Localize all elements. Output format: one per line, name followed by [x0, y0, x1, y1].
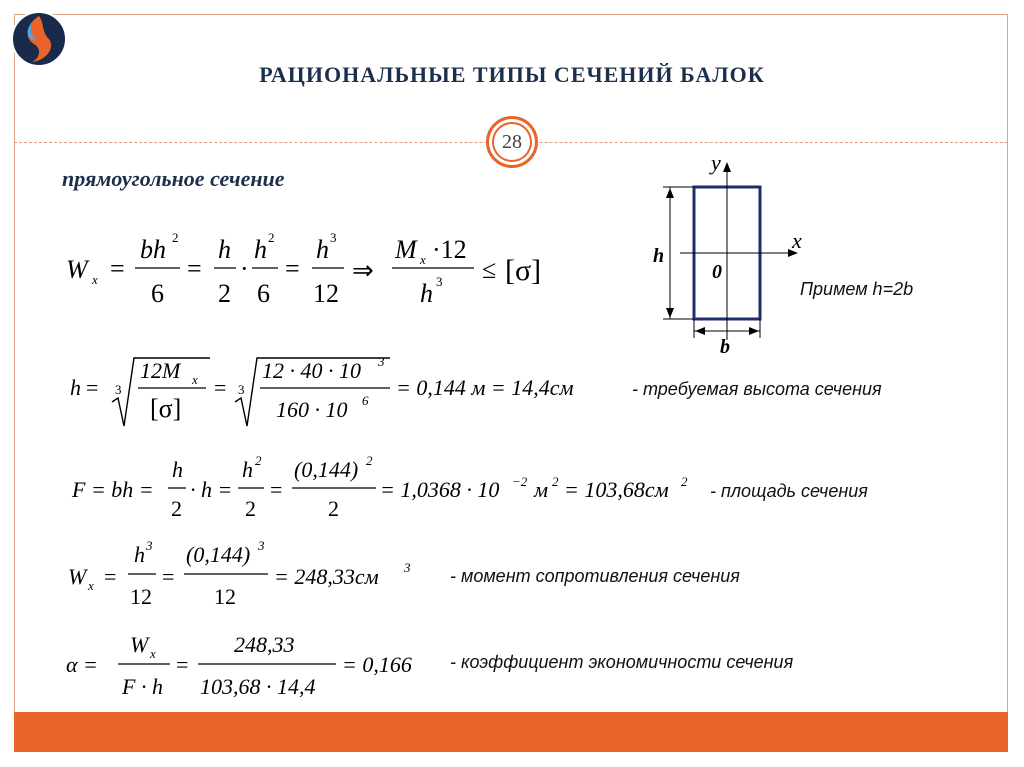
svg-text:= 103,68см: = 103,68см	[564, 477, 669, 502]
svg-text:3: 3	[258, 538, 265, 553]
svg-text:= 248,33см: = 248,33см	[274, 564, 379, 589]
svg-text:x: x	[192, 372, 198, 387]
svg-text:=: =	[162, 564, 175, 589]
svg-text:F = bh =: F = bh =	[72, 477, 154, 502]
svg-text:α =: α =	[66, 652, 98, 677]
section-subtitle: прямоугольное сечение	[62, 166, 285, 191]
svg-text:= 0,144 м = 14,4см: = 0,144 м = 14,4см	[396, 375, 574, 400]
svg-text:6: 6	[362, 393, 369, 408]
svg-text:2: 2	[268, 230, 275, 245]
svg-text:3: 3	[238, 382, 245, 397]
h-label: h	[653, 245, 665, 267]
formula-moment-of-resistance	[68, 538, 740, 609]
svg-text:3: 3	[404, 560, 411, 575]
svg-text:h: h	[70, 375, 81, 400]
svg-text:=: =	[285, 254, 300, 283]
svg-text:[σ]: [σ]	[150, 394, 182, 423]
svg-text:[σ]: [σ]	[505, 254, 542, 287]
svg-text:3: 3	[330, 230, 337, 245]
svg-text:=: =	[86, 375, 99, 400]
svg-text:h: h	[254, 235, 267, 264]
svg-text:6: 6	[151, 279, 164, 308]
svg-text:12: 12	[313, 279, 339, 308]
svg-text:160 · 10: 160 · 10	[276, 397, 348, 422]
svg-text:= 1,0368 · 10: = 1,0368 · 10	[380, 477, 500, 502]
svg-text:F · h: F · h	[122, 674, 163, 699]
formula-area	[71, 453, 868, 521]
svg-text:2: 2	[245, 496, 256, 521]
svg-text:3: 3	[115, 382, 122, 397]
b-dim-arrow-left-icon	[695, 327, 705, 335]
f1-lhs: W	[66, 255, 88, 284]
page-number-badge: 28	[486, 116, 538, 168]
svg-text:12 · 40 · 10: 12 · 40 · 10	[262, 358, 361, 383]
svg-text:h: h	[420, 279, 433, 308]
f4-description: - момент сопротивления сечения	[450, 566, 740, 586]
svg-text:12: 12	[130, 584, 152, 609]
svg-text:2: 2	[681, 474, 688, 489]
svg-text:−2: −2	[512, 474, 528, 489]
svg-text:=: =	[270, 477, 283, 502]
svg-text:2: 2	[328, 496, 339, 521]
svg-text:103,68 · 14,4: 103,68 · 14,4	[200, 674, 316, 699]
f2-description: - требуемая высота сечения	[632, 379, 882, 399]
svg-text:2: 2	[171, 496, 182, 521]
svg-text:12M: 12M	[140, 358, 181, 383]
svg-text:·: ·	[240, 254, 249, 283]
origin-label: 0	[712, 261, 722, 283]
y-axis-arrow-icon	[723, 162, 731, 172]
section-diagram	[653, 150, 913, 358]
svg-text:= 0,166: = 0,166	[342, 652, 412, 677]
svg-text:M: M	[395, 235, 417, 264]
svg-text:h: h	[172, 457, 183, 482]
svg-text:2: 2	[366, 453, 373, 468]
svg-text:·12: ·12	[432, 235, 467, 264]
svg-text:h: h	[134, 542, 145, 567]
h-dim-arrow-top-icon	[666, 188, 674, 198]
svg-text:W: W	[68, 564, 87, 589]
svg-text:=: =	[187, 254, 202, 283]
y-axis-label: y	[711, 150, 721, 175]
b-label: b	[720, 336, 730, 358]
svg-text:2: 2	[218, 279, 231, 308]
svg-text:x: x	[88, 578, 94, 593]
b-dim-arrow-right-icon	[749, 327, 759, 335]
assumption-note: Примем h=2b	[800, 279, 914, 299]
svg-text:=: =	[176, 652, 189, 677]
svg-text:(0,144): (0,144)	[294, 457, 359, 482]
x-axis-label: x	[792, 228, 802, 253]
svg-text:3: 3	[436, 274, 443, 289]
formula-economy-coefficient	[66, 632, 794, 699]
svg-text:x: x	[92, 272, 98, 287]
svg-text:=: =	[104, 564, 117, 589]
svg-text:=: =	[110, 254, 125, 283]
svg-text:(0,144): (0,144)	[186, 542, 251, 567]
svg-text:2: 2	[552, 474, 559, 489]
svg-text:≤: ≤	[482, 255, 497, 284]
svg-text:м: м	[534, 477, 549, 502]
svg-text:3: 3	[146, 538, 153, 553]
svg-text:x: x	[420, 252, 426, 267]
svg-text:x: x	[150, 646, 156, 661]
formula-required-height	[70, 354, 882, 426]
page-title: РАЦИОНАЛЬНЫЕ ТИПЫ СЕЧЕНИЙ БАЛОК	[259, 62, 765, 87]
f5-description: - коэффициент экономичности сечения	[450, 652, 794, 672]
svg-text:6: 6	[257, 279, 270, 308]
svg-text:2: 2	[255, 453, 262, 468]
svg-text:248,33: 248,33	[234, 632, 295, 657]
f3-description: - площадь сечения	[710, 481, 868, 501]
svg-text:h: h	[242, 457, 253, 482]
svg-text:W: W	[130, 632, 149, 657]
svg-text:12: 12	[214, 584, 236, 609]
svg-text:h: h	[218, 235, 231, 264]
svg-text:· h =: · h =	[190, 477, 233, 502]
svg-text:h: h	[316, 235, 329, 264]
svg-text:3: 3	[378, 354, 385, 369]
svg-text:2: 2	[172, 230, 179, 245]
svg-text:⇒: ⇒	[352, 256, 374, 285]
svg-text:=: =	[214, 375, 227, 400]
formula-section-modulus	[66, 230, 541, 308]
h-dim-arrow-bottom-icon	[666, 308, 674, 318]
svg-text:bh: bh	[140, 235, 166, 264]
